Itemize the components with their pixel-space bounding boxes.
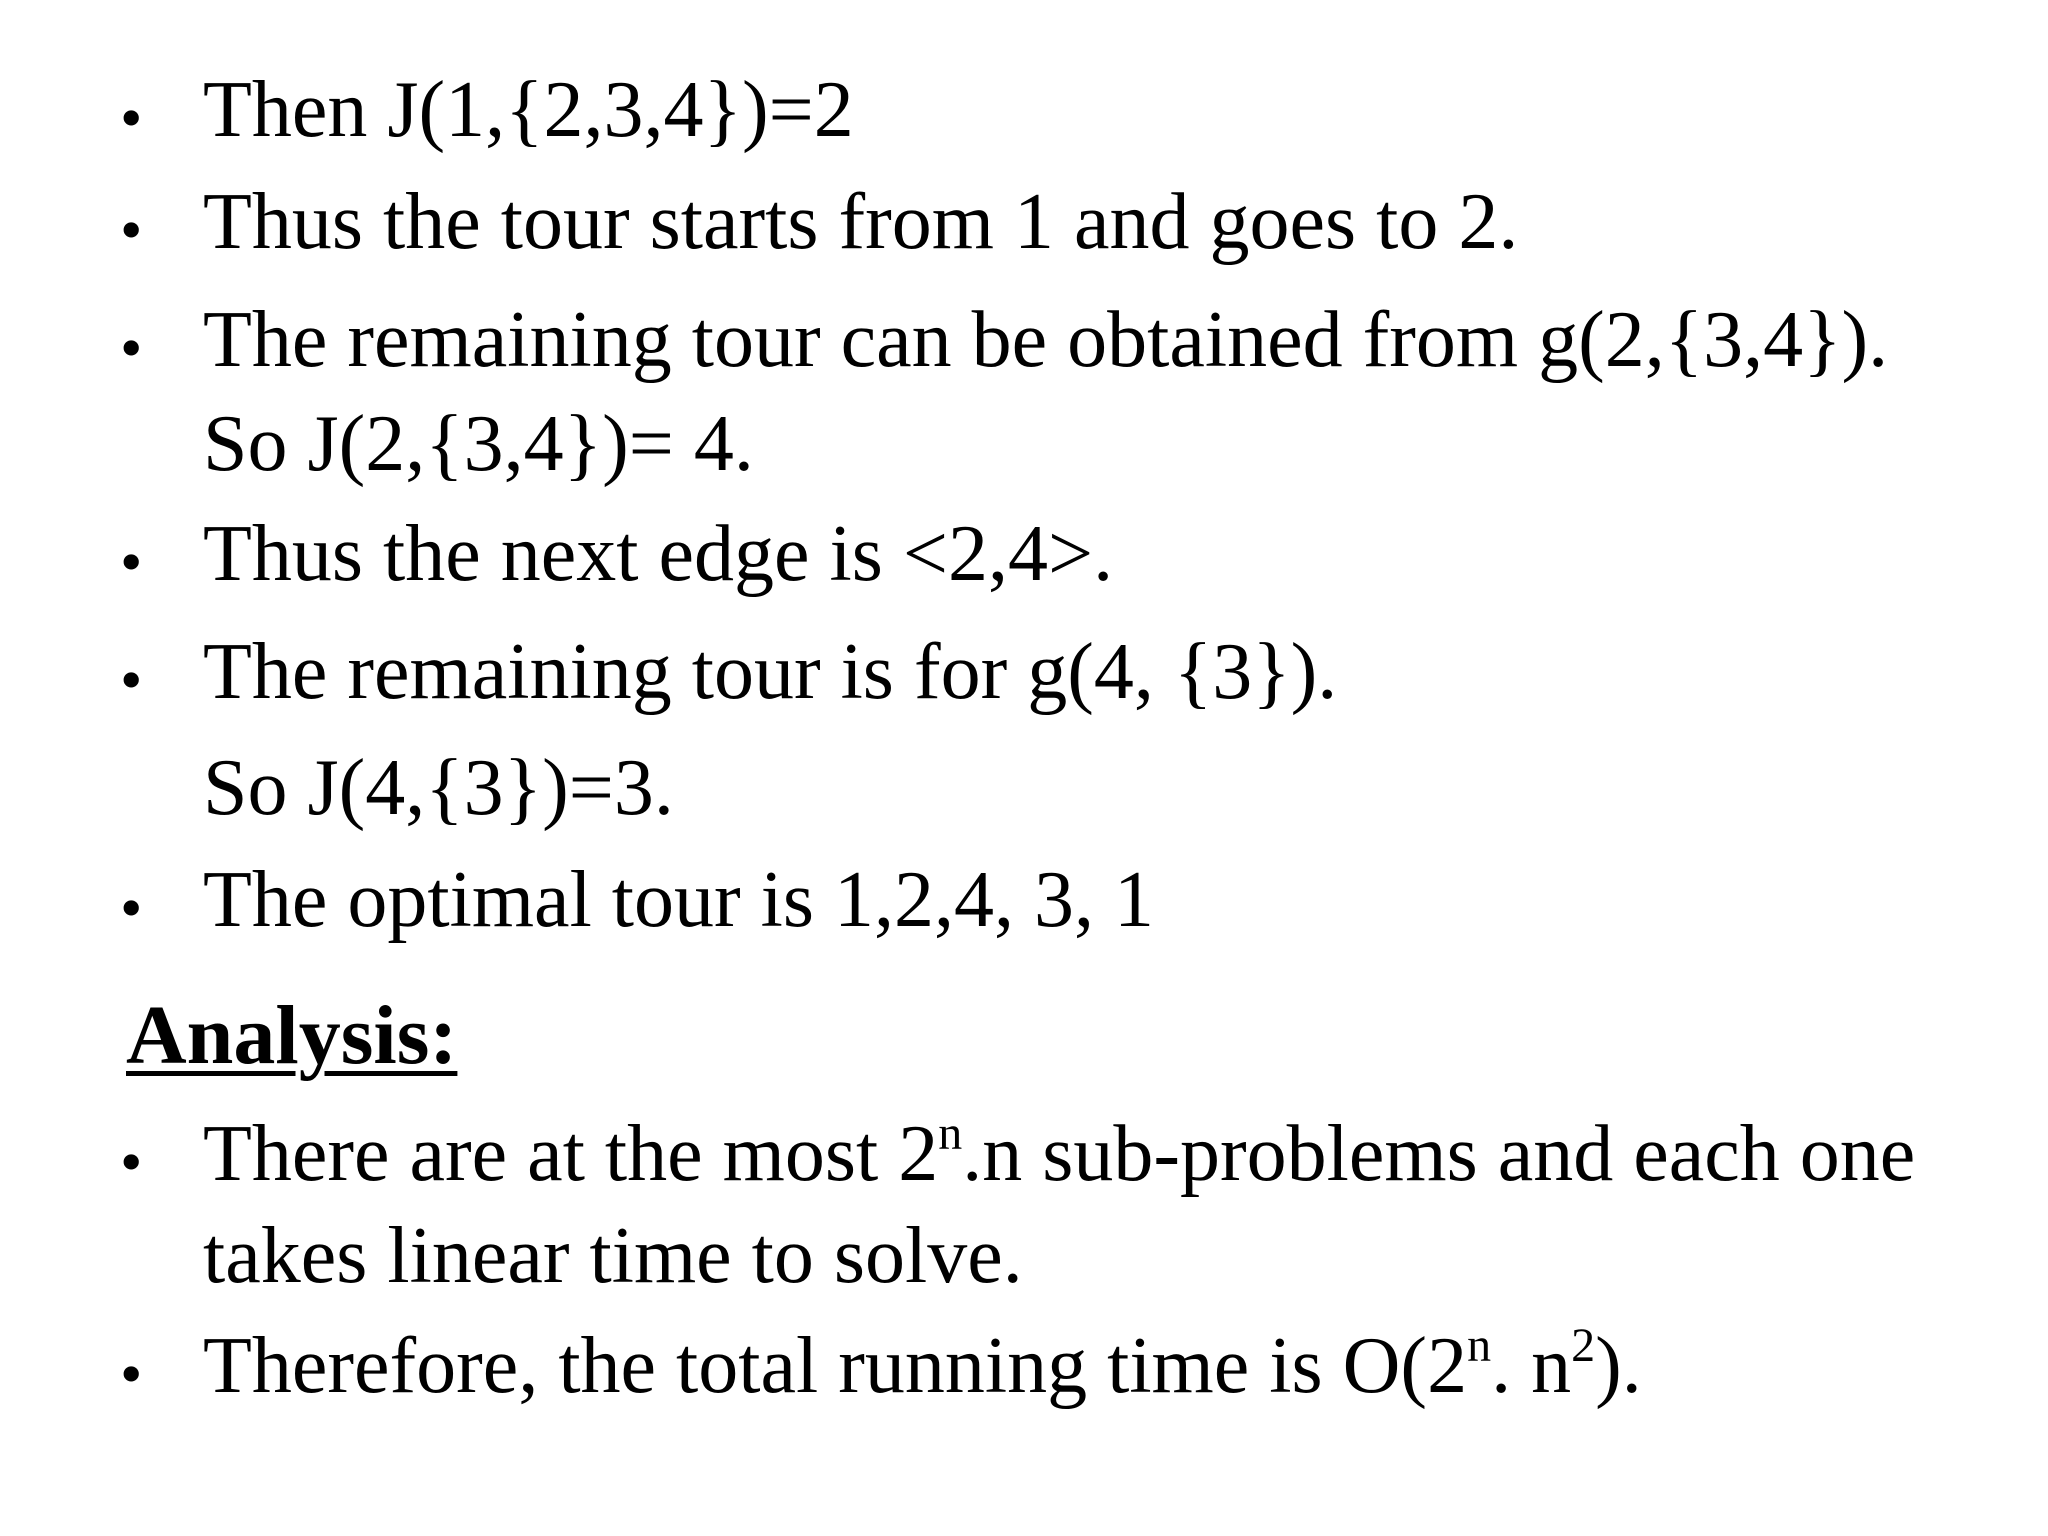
superscript: n: [1467, 1318, 1492, 1372]
text-run: . n: [1491, 1322, 1572, 1410]
bullet-marker: •: [120, 644, 143, 715]
bullet-marker: •: [120, 312, 143, 383]
analysis-text-2: [203, 1318, 1642, 1414]
text-run: There are at the most 2: [203, 1110, 939, 1198]
bullet-marker: •: [120, 526, 143, 597]
text-run: .n sub-problems and each one: [962, 1110, 1916, 1198]
bullet-marker: •: [120, 1126, 143, 1197]
bullet-marker: •: [120, 1338, 143, 1409]
bullet-text-2: Thus the tour starts from 1 and goes to 2.: [203, 178, 1519, 266]
bullet-text-1: Then J(1,{2,3,4})=2: [203, 66, 854, 154]
section-heading: Analysis:: [126, 989, 458, 1082]
bullet-marker: •: [120, 82, 143, 153]
bullet-text-5: The remaining tour is for g(4, {3}).: [203, 628, 1338, 716]
bullet-text-6: The optimal tour is 1,2,4, 3, 1: [203, 856, 1155, 944]
bullet-marker: •: [120, 872, 143, 943]
bullet-text-3-continuation: So J(2,{3,4})= 4.: [203, 400, 754, 488]
analysis-text-1-continuation: takes linear time to solve.: [203, 1212, 1023, 1300]
text-run: Therefore, the total running time is O(2: [203, 1322, 1468, 1410]
superscript: 2: [1571, 1318, 1596, 1372]
continuation-text: So J(4,{3})=3.: [203, 744, 674, 832]
superscript: n: [938, 1106, 963, 1160]
bullet-marker: •: [120, 194, 143, 265]
analysis-text-1: [203, 1106, 1915, 1202]
bullet-text-3: The remaining tour can be obtained from g(2,{3,4}).: [203, 296, 1889, 384]
text-run: ).: [1595, 1322, 1642, 1410]
bullet-text-4: Thus the next edge is <2,4>.: [203, 510, 1114, 598]
